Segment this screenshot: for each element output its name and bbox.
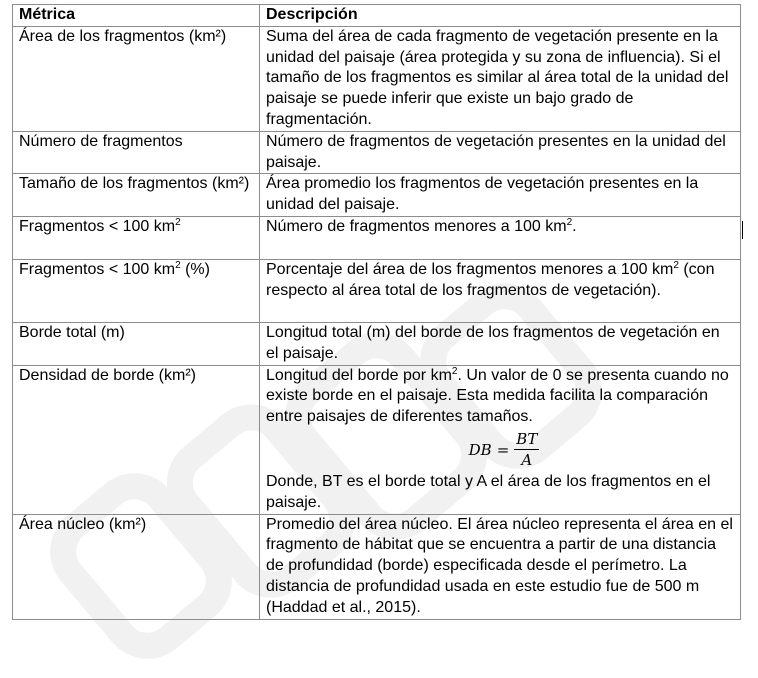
metric-cell: Tamaño de los fragmentos (km²): [13, 174, 260, 217]
metric-cell: Fragmentos < 100 $km^2$ (%): [13, 259, 260, 322]
metric-cell: Borde total (m): [13, 322, 260, 365]
table-row: [13, 322, 741, 365]
metric-cell: Fragmentos < 100 $km^2$: [13, 216, 260, 259]
edge-density-formula: DB = $\frac{BT}{A}$: [468, 430, 538, 470]
description-cell: Promedio del área núcleo. El área núcleo representa el área en el fragmento de hábitat que se encuentra a partir de una distancia de profundidad (borde) especificada desde el perímetro. La distancia de profundidad usada en este estudio fue de 500 m (Haddad et al., 2015).: [260, 514, 741, 619]
header-metric: Métrica: [13, 5, 260, 27]
metrics-table: [12, 4, 741, 620]
table-row: [13, 174, 741, 217]
table-row: [13, 131, 741, 174]
table-row: [13, 259, 741, 322]
metric-cell: Área de los fragmentos (km²): [13, 26, 260, 131]
text-cursor: [742, 221, 743, 239]
description-cell: Longitud del borde por $km^2$. Un valor de 0 se presenta cuando no existe borde en el paisaje. Esta medida facilita la comparación entre paisajes de diferentes tamaños. DB = $\frac{BT}{A}$ Donde, BT es el borde total y A el área de los fragmentos en el paisaje.: [260, 365, 741, 514]
description-cell: Longitud total (m) del borde de los fragmentos de vegetación en el paisaje.: [260, 322, 741, 365]
header-description: Descripción: [260, 5, 741, 27]
table-header-row: [13, 5, 741, 27]
metric-cell: Número de fragmentos: [13, 131, 260, 174]
description-cell: Suma del área de cada fragmento de vegetación presente en la unidad del paisaje (área protegida y su zona de influencia). Si el tamaño de los fragmentos es similar al área total de la unidad del paisaje se puede inferir que existe un bajo grado de fragmentación.: [260, 26, 741, 131]
description-cell: Área promedio los fragmentos de vegetación presentes en la unidad del paisaje.: [260, 174, 741, 217]
metric-cell: Densidad de borde (km²): [13, 365, 260, 514]
description-cell: Porcentaje del área de los fragmentos menores a 100 $km^2$ (con respecto al área total de los fragmentos de vegetación).: [260, 259, 741, 322]
table-row: [13, 216, 741, 259]
metric-cell: Área núcleo (km²): [13, 514, 260, 619]
table-row: [13, 365, 741, 514]
description-cell: Número de fragmentos de vegetación presentes en la unidad del paisaje.: [260, 131, 741, 174]
table-row: [13, 514, 741, 619]
description-cell: Número de fragmentos menores a 100 $km^2$.: [260, 216, 741, 259]
table-row: [13, 26, 741, 131]
